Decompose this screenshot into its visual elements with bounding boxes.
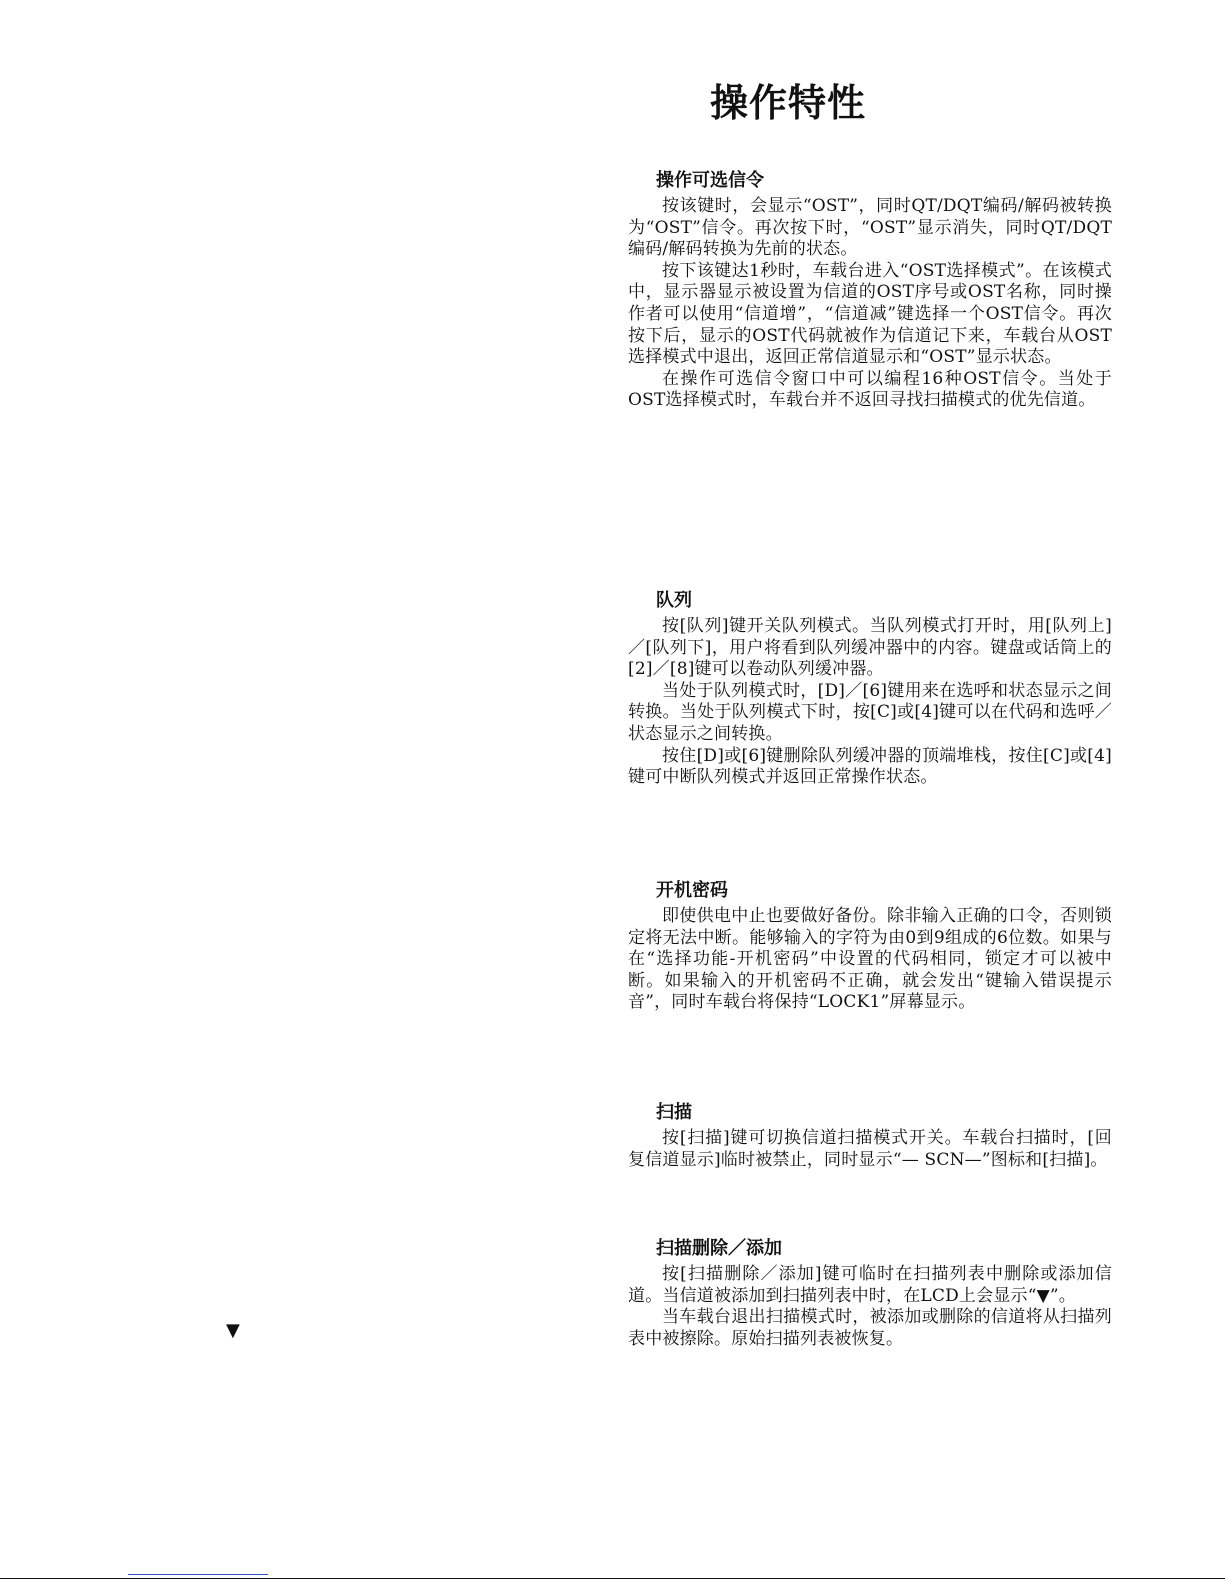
triangle-down-icon: ▼ — [226, 1320, 240, 1341]
section-queue — [628, 590, 1112, 789]
footer-link-underline — [128, 1574, 268, 1575]
section-heading: 扫描 — [656, 1102, 692, 1123]
section-operation-selectable-signaling — [628, 170, 1112, 412]
section-heading: 队列 — [656, 590, 692, 611]
section-power-on-password — [628, 880, 1112, 1014]
section-scan — [628, 1102, 1112, 1171]
section-heading: 开机密码 — [656, 880, 728, 901]
paragraph: 按[队列]键开关队列模式。当队列模式打开时，用[队列上]／[队列下]，用户将看到队列缓冲器中的内容。键盘或话筒上的[2]／[8]键可以卷动队列缓冲器。 — [628, 616, 1112, 680]
paragraph: 在操作可选信令窗口中可以编程16种OST信令。当处于OST选择模式时，车载台并不返回寻找扫描模式的优先信道。 — [628, 368, 1112, 411]
section-heading: 操作可选信令 — [656, 170, 764, 191]
paragraph: 当处于队列模式时，[D]／[6]键用来在选呼和状态显示之间转换。当处于队列模式下时，按[C]或[4]键可以在代码和选呼／状态显示之间转换。 — [628, 680, 1112, 744]
page-title: 操作特性 — [710, 81, 867, 125]
paragraph: 按[扫描]键可切换信道扫描模式开关。车载台扫描时，[回复信道显示]临时被禁止，同时显示“— SCN—”图标和[扫描]。 — [628, 1128, 1112, 1170]
footer-divider — [0, 1578, 1225, 1579]
paragraph: 按住[D]或[6]键删除队列缓冲器的顶端堆栈，按住[C]或[4]键可中断队列模式并返回正常操作状态。 — [628, 745, 1112, 788]
paragraph: 按该键时，会显示“OST”，同时QT/DQT编码/解码被转换为“OST”信令。再次按下时，“OST”显示消失，同时QT/DQT编码/解码转换为先前的状态。 — [628, 196, 1112, 260]
section-heading: 扫描删除／添加 — [656, 1238, 782, 1259]
paragraph: 按[扫描删除／添加]键可临时在扫描列表中删除或添加信道。当信道被添加到扫描列表中时，在LCD上会显示“▼”。 — [628, 1264, 1112, 1306]
paragraph: 按下该键达1秒时，车载台进入“OST选择模式”。在该模式中，显示器显示被设置为信道的OST序号或OST名称，同时操作者可以使用“信道增”，“信道减”键选择一个OST信令。再次按下后，显示的OST代码就被作为信道记下来，车载台从OST选择模式中退出，返回正常信道显示和“OST”显示状态。 — [628, 260, 1112, 368]
paragraph: 当车载台退出扫描模式时，被添加或删除的信道将从扫描列表中被擦除。原始扫描列表被恢复。 — [628, 1307, 1112, 1349]
section-scan-delete-add — [628, 1238, 1112, 1350]
paragraph: 即使供电中止也要做好备份。除非输入正确的口令，否则锁定将无法中断。能够输入的字符为由0到9组成的6位数。如果与在“选择功能-开机密码”中设置的代码相同，锁定才可以被中断。如果输入的开机密码不正确，就会发出“键输入错误提示音”，同时车载台将保持“LOCK1”屏幕显示。 — [628, 906, 1112, 1013]
